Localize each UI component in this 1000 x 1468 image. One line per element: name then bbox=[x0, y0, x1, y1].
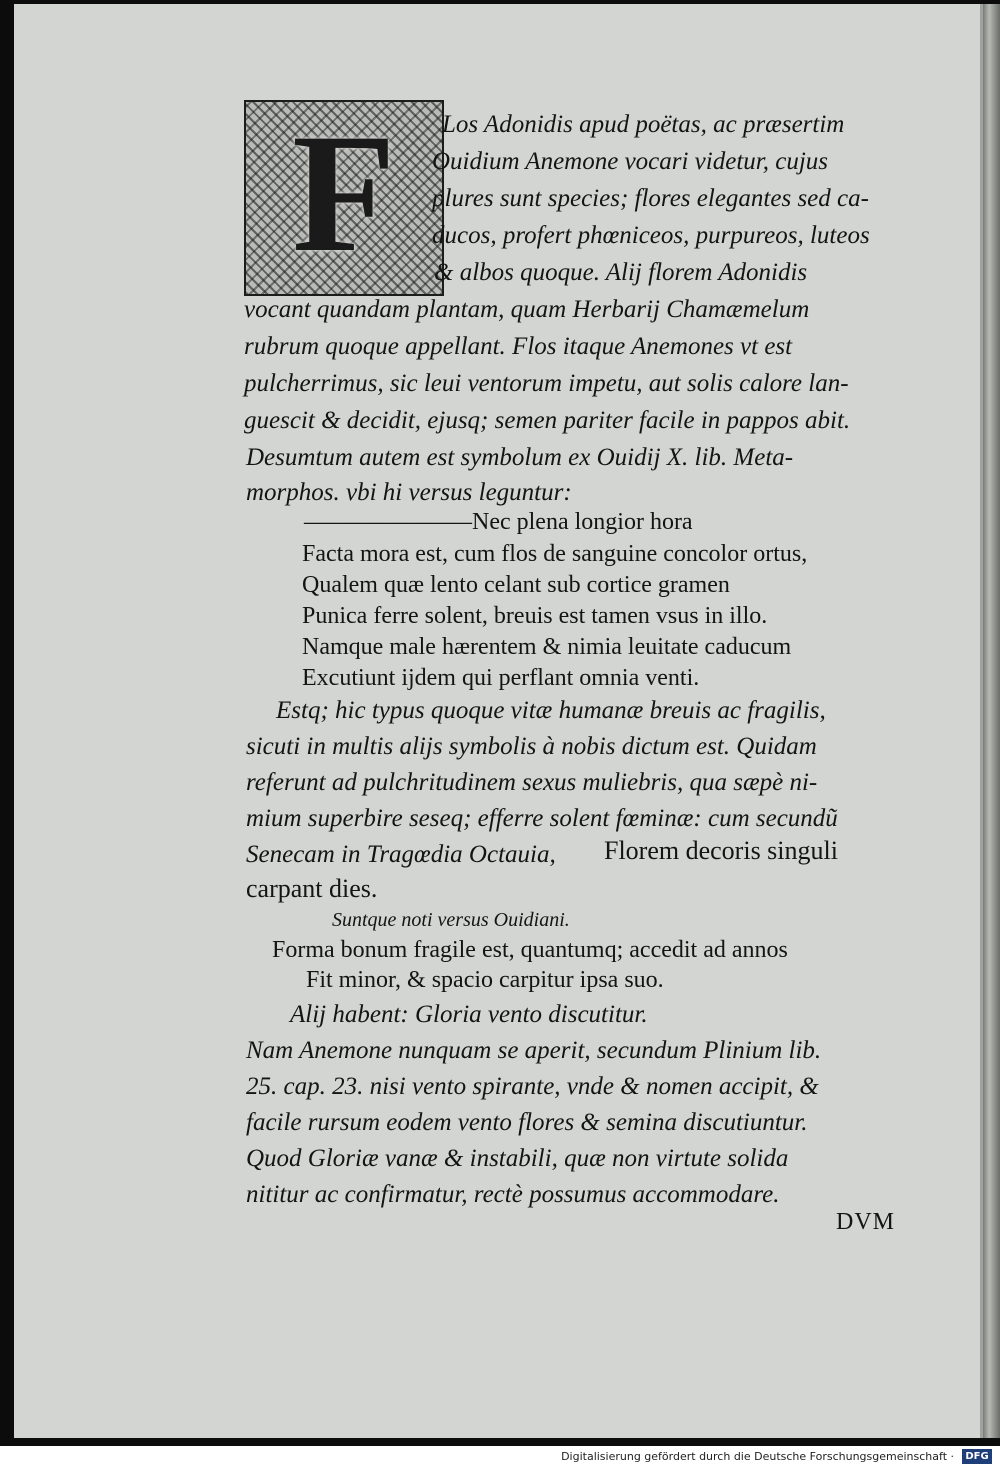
text-line: Ouidium Anemone vocari videtur, cujus bbox=[432, 148, 828, 175]
decorated-initial-f bbox=[244, 100, 444, 296]
verse-line: Punica ferre solent, breuis est tamen vsus in illo. bbox=[302, 603, 768, 629]
text-line: 25. cap. 23. nisi vento spirante, vnde & nomen accipit, & bbox=[246, 1073, 819, 1100]
text-line: facile rursum eodem vento flores & semina discutiuntur. bbox=[246, 1109, 808, 1136]
verse-line: Fit minor, & spacio carpitur ipsa suo. bbox=[306, 967, 664, 993]
verse-line: Facta mora est, cum flos de sanguine concolor ortus, bbox=[302, 541, 808, 567]
verse-line: Qualem quæ lento celant sub cortice gramen bbox=[302, 572, 730, 598]
footer-text: Digitalisierung gefördert durch die Deutsche Forschungsgemeinschaft · bbox=[561, 1450, 954, 1463]
text-line: & albos quoque. Alij florem Adonidis bbox=[434, 259, 808, 286]
text-line: Florem decoris singuli bbox=[604, 836, 838, 865]
text-line: guescit & decidit, ejusq; semen pariter facile in pappos abit. bbox=[244, 407, 851, 434]
text-line: carpant dies. bbox=[246, 874, 378, 903]
text-line: Suntque noti versus Ouidiani. bbox=[332, 909, 570, 931]
verse-line: Forma bonum fragile est, quantumq; accedit ad annos bbox=[272, 937, 788, 963]
digitization-footer bbox=[0, 1446, 1000, 1468]
text-line: rubrum quoque appellant. Flos itaque Anemones vt est bbox=[244, 333, 793, 360]
text-line: morphos. vbi hi versus leguntur: bbox=[246, 479, 572, 506]
text-line: sicuti in multis alijs symbolis à nobis dictum est. Quidam bbox=[246, 733, 817, 760]
catchword: DVM bbox=[836, 1209, 896, 1235]
text-line: referunt ad pulchritudinem sexus muliebris, qua sæpè ni- bbox=[246, 769, 818, 796]
text-line: Desumtum autem est symbolum ex Ouidij X. lib. Meta- bbox=[246, 444, 794, 471]
book-page bbox=[14, 4, 983, 1438]
text-line: mium superbire seseq; efferre solent fœminæ: cum secundũ bbox=[246, 805, 838, 832]
text-line: Estq; hic typus quoque vitæ humanæ breuis ac fragilis, bbox=[276, 697, 826, 724]
verse-line: ———————Nec plena longior hora bbox=[304, 509, 693, 535]
page-text bbox=[14, 4, 980, 1438]
initial-letter: F bbox=[292, 100, 396, 287]
text-line: Quod Gloriæ vanæ & instabili, quæ non virtute solida bbox=[246, 1145, 789, 1172]
text-line: Nam Anemone nunquam se aperit, secundum Plinium lib. bbox=[246, 1037, 822, 1064]
text-line: Alij habent: Gloria vento discutitur. bbox=[290, 1001, 648, 1028]
text-line: ducos, profert phœniceos, purpureos, luteos bbox=[432, 222, 870, 249]
verse-line: Namque male hærentem & nimia leuitate caducum bbox=[302, 634, 792, 660]
text-line: Senecam in Tragœdia Octauia, bbox=[246, 841, 556, 868]
dfg-logo: DFG bbox=[962, 1449, 992, 1464]
text-line: pulcherrimus, sic leui ventorum impetu, aut solis calore lan- bbox=[244, 370, 849, 397]
verse-line: Excutiunt ijdem qui perflant omnia venti. bbox=[302, 665, 700, 691]
text-line: Los Adonidis apud poëtas, ac præsertim bbox=[442, 111, 845, 138]
text-line: nititur ac confirmatur, rectè possumus accommodare. bbox=[246, 1181, 780, 1208]
text-line: plures sunt species; flores elegantes sed ca- bbox=[432, 185, 869, 212]
text-line: vocant quandam plantam, quam Herbarij Chamæmelum bbox=[244, 296, 810, 323]
book-spine bbox=[982, 4, 1000, 1438]
